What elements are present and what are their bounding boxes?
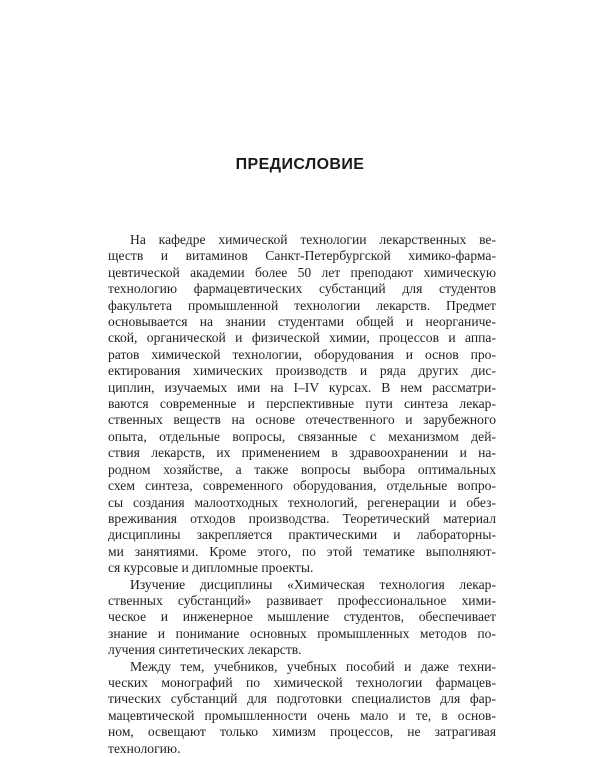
text-line: вреживания отходов производства. Теоретический материал	[108, 510, 496, 526]
text-line: ществ и витаминов Санкт-Петербургской химико-фарма-	[108, 248, 496, 264]
text-line: На кафедре химической технологии лекарственных ве-	[130, 232, 496, 247]
text-line: знание и понимание основных промышленных методов по-	[108, 625, 496, 641]
text-line: Между тем, учебников, учебных пособий и даже техни-	[130, 658, 496, 674]
text-line: опыта, отдельные вопросы, связанные с механизмом дей-	[108, 428, 496, 444]
text-line: ратов химической технологии, оборудования и основ про-	[108, 346, 496, 362]
text-line: основывается на знании студентами общей и неорганиче-	[108, 314, 496, 330]
text-line: ственных субстанций» развивает профессиональное хими-	[108, 592, 496, 608]
text-line: ческое и инженерное мышление студентов, обеспечивает	[108, 609, 496, 625]
body-text	[108, 232, 496, 757]
text-line: ми занятиями. Кроме этого, по этой тематике выполняют-	[108, 543, 496, 559]
text-line: ном, освещают только химизм процессов, не затрагивая	[108, 724, 496, 740]
text-line: тических субстанций для подготовки специалистов для фар-	[108, 691, 496, 707]
text-line: Изучение дисциплины «Химическая технология лекар-	[130, 576, 496, 592]
text-line: мацевтической промышленности очень мало и те, в основ-	[108, 707, 496, 723]
text-line: ствия лекарств, их применением в здравоохранении и на-	[108, 445, 496, 461]
text-line: лучения синтетических лекарств.	[108, 642, 302, 658]
page-heading: ПРЕДИСЛОВИЕ	[235, 156, 365, 173]
text-line: технологию фармацевтических субстанций для студентов	[108, 281, 496, 297]
text-line: ся курсовые и дипломные проекты.	[108, 560, 314, 576]
text-line: сы создания малоотходных технологий, регенерации и обез-	[108, 494, 496, 510]
text-line: родном хозяйстве, а также вопросы выбора оптимальных	[108, 461, 496, 477]
paragraph	[108, 577, 496, 659]
text-line: ской, органической и физической химии, процессов и аппа-	[108, 330, 496, 346]
text-line: цевтической академии более 50 лет преподают химическую	[108, 264, 496, 280]
text-line: циплин, изучаемых ими на I–IV курсах. В нем рассматри-	[108, 379, 496, 395]
text-line: ственных веществ на основе отечественного и зарубежного	[108, 412, 496, 428]
text-line: ваются современные и перспективные пути синтеза лекар-	[108, 396, 496, 412]
text-line: технологию.	[108, 740, 181, 756]
paragraph	[108, 232, 496, 577]
text-line: ектирования химических производств и ряда других дис-	[108, 363, 496, 379]
text-line: факультета промышленной технологии лекарств. Предмет	[108, 297, 496, 313]
text-line: дисциплины закрепляется практическими и лабораторны-	[108, 527, 496, 543]
paragraph	[108, 659, 496, 757]
text-line: ческих монографий по химической технологии фармацев-	[108, 674, 496, 690]
text-line: схем синтеза, современного оборудования, отдельные вопро-	[108, 478, 496, 494]
